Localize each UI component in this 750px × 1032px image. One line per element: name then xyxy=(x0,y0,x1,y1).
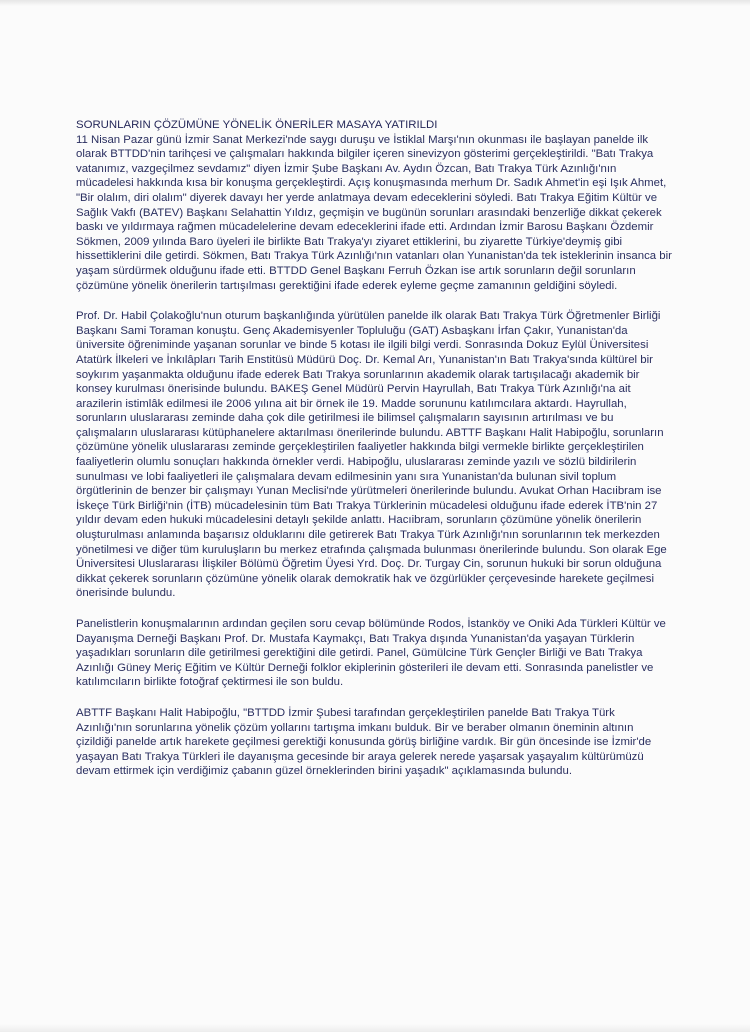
paragraph-qa: Panelistlerin konuşmalarının ardından geçilen soru cevap bölümünde Rodos, İstanköy ve Oniki Ada Türkleri Kültür ve Dayanışma Derneği Başkanı Prof. Dr. Mustafa Kaymakçı, Batı Trakya dışında Yunanistan'da yaşayan Türklerin yaşadıkları sorunların dile getirilmesi gerektiğini dile getirdi. Panel, Gümülcine Türk Gençler Birliği ve Batı Trakya Azınlığı Güney Meriç Eğitim ve Kültür Derneği folklor ekiplerinin gösterileri ile devam etti. Sonrasında panelistler ve katılımcıların birlikte fotoğraf çektirmesi ile son buldu. xyxy=(76,618,666,689)
article-title: SORUNLARIN ÇÖZÜMÜNE YÖNELİK ÖNERİLER MASAYA YATIRILDI xyxy=(76,119,438,131)
paragraph-opening: 11 Nisan Pazar günü İzmir Sanat Merkezi'nde saygı duruşu ve İstiklal Marşı'nın okunması ile başlayan panelde ilk olarak BTTDD'nin tarihçesi ve çalışmaları hakkında bilgiler içeren sinevizyon gösterimi gerçekleştirildi. "Batı Trakya vatanımız, vazgeçilmez sevdamız" diyen İzmir Şube Başkanı Av. Aydın Özcan, Batı Trakya Türk Azınlığı'nın mücadelesi hakkında kısa bir konuşma gerçekleştirdi. Açış konuşmasında merhum Dr. Sadık Ahmet'in eşi Işık Ahmet, "Bir olalım, diri olalım" diyerek davayı her yerde anlatmaya devam edeceklerini söyledi. Batı Trakya Eğitim Kültür ve Sağlık Vakfı (BATEV) Başkanı Selahattin Yıldız, geçmişin ve bugünün sorunları arasındaki benzerliğe dikkat çekerek baskı ve yıldırmaya rağmen mücadelelerine devam edeceklerini ifade etti. Ardından İzmir Barosu Başkanı Özdemir Sökmen, 2009 yılında Baro üyeleri ile birlikte Batı Trakya'yı ziyaret ettiklerini, bu ziyarette Türkiye'deymiş gibi hissettiklerini dile getirdi. Sökmen, Batı Trakya Türk Azınlığı'nın vatanları olan Yunanistan'da tek isteklerinin insanca bir yaşam sürdürmek olduğunu ifade etti. BTTDD Genel Başkanı Ferruh Özkan ise artık sorunların değil sorunların çözümüne yönelik önerilerin tartışılması gerektiğini ifade ederek eyleme geçme zamanının geldiğini söyledi. xyxy=(76,133,672,292)
scan-bottom-edge xyxy=(0,1024,750,1032)
document-page xyxy=(76,118,672,795)
paragraph-panel: Prof. Dr. Habil Çolakoğlu'nun oturum başkanlığında yürütülen panelde ilk olarak Batı Trakya Türk Öğretmenler Birliği Başkanı Sami Toraman konuştu. Genç Akademisyenler Topluluğu (GAT) Asbaşkanı İrfan Çakır, Yunanistan'da üniversite öğreniminde yaşanan sorunlar ve binde 5 kotası ile ilgili bilgi verdi. Sonrasında Dokuz Eylül Üniversitesi Atatürk İlkeleri ve İnkılâpları Tarih Enstitüsü Müdürü Doç. Dr. Kemal Arı, Yunanistan'ın Batı Trakya'sında kültürel bir soykırım yaşanmakta olduğunu ifade ederek Batı Trakya sorunlarının akademik olarak tartışılacağı akademik bir konsey kurulması önerisinde bulundu. BAKEŞ Genel Müdürü Pervin Hayrullah, Batı Trakya Türk Azınlığı'na ait arazilerin istimlâk edilmesi ile 2006 yılına ait bir örnek ile 19. Madde sorununu katılımcılara aktardı. Hayrullah, sorunların uluslararası zeminde daha çok dile getirilmesi ile bilimsel çalışmaların sayısının artırılması ve bu çalışmaların uluslararası kütüphanelere aktarılması önerilerinde bulundu. ABTTF Başkanı Halit Habipoğlu, sorunların çözümüne yönelik uluslararası zeminde gerçekleştirilen faaliyetler hakkında bilgi vermekle birlikte gerçekleştirilen faaliyetlerin olumlu sonuçları hakkında örnekler verdi. Habipoğlu, uluslararası zeminde yazılı ve sözlü bildirilerin sunulması ve lobi faaliyetleri ile çalışmalara devam edilmesinin yanı sıra Yunanistan'da bulunan sivil toplum örgütlerinin de benzer bir çalışmayı Yunan Meclisi'nde yürütmeleri önerilerinde bulundu. Avukat Orhan Hacıibram ise İskeçe Türk Birliği'nin (İTB) mücadelesinin tüm Batı Trakya Türklerinin mücadelesi olduğunu ifade ederek İTB'nin 27 yıldır devam eden hukuki mücadelesini detaylı şekilde anlattı. Hacıibram, sorunların çözümüne yönelik önerilerin oluşturulması anlamında başarısız olduklarını dile getirerek Batı Trakya Türk Azınlığı'nın sorunlarının tek merkezden yönetilmesi ve diğer tüm kuruluşların bu merkez etrafında çalışmada bulunması önerilerinde bulundu. Son olarak Ege Üniversitesi Uluslararası İlişkiler Bölümü Öğretim Üyesi Yrd. Doç. Dr. Turgay Cin, sorunun hukuki bir sorun olduğuna dikkat çekerek sorunların çözümüne yönelik olarak demokratik hak ve özgürlükler çerçevesinde harekete geçilmesi önerisinde bulundu. xyxy=(76,310,667,600)
scan-top-edge xyxy=(0,0,750,6)
paragraph-closing: ABTTF Başkanı Halit Habipoğlu, "BTTDD İzmir Şubesi tarafından gerçekleştirilen panelde Batı Trakya Türk Azınlığı'nın sorunlarına yönelik çözüm yollarını tartışma imkanı bulduk. Bir ve beraber olmanın öneminin altının çizildiği panelde artık harekete geçilmesi gerektiği konusunda görüş birliğine vardık. Bir gün öncesinde ise İzmir'de yaşayan Batı Trakya Türkleri ile dayanışma gecesinde bir araya gelerek nerede yaşarsak yaşayalım kültürümüzü devam ettirmek için verdiğimiz çabanın güzel örneklerinden birini yaşadık" açıklamasında bulundu. xyxy=(76,706,652,778)
